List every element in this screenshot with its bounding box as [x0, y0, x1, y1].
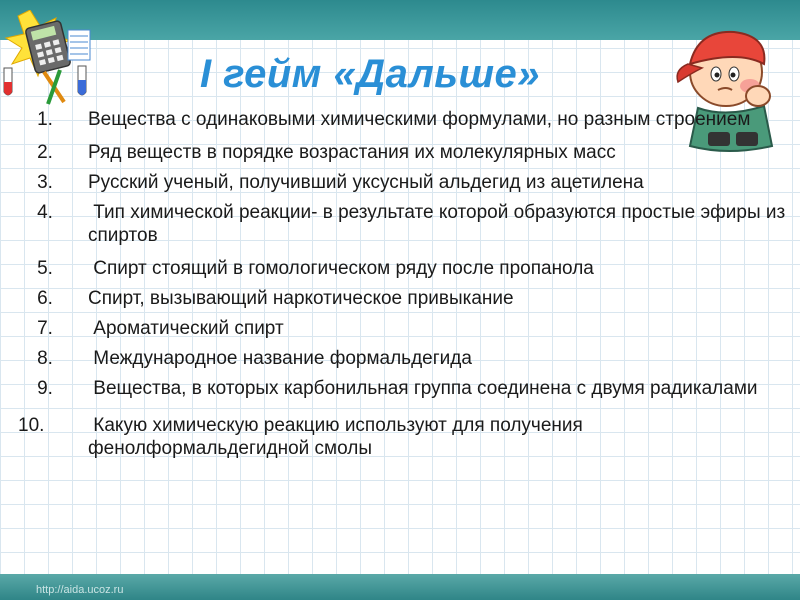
list-item	[0, 414, 790, 460]
list-number: 6.	[37, 288, 53, 309]
list-item	[0, 377, 790, 400]
list-number: 9.	[37, 378, 53, 399]
list-number: 3.	[37, 172, 53, 193]
list-text: Ароматический спирт	[88, 318, 284, 339]
list-number: 4.	[37, 202, 53, 223]
list-text: Вещества, в которых карбонильная группа соединена с двумя радикалами	[88, 378, 758, 399]
list-item	[0, 287, 790, 310]
list-number: 5.	[37, 258, 53, 279]
list-text: Ряд веществ в порядке возрастания их молекулярных масс	[88, 142, 616, 163]
list-text: Спирт стоящий в гомологическом ряду после пропанола	[88, 258, 594, 279]
list-number: 2.	[37, 142, 53, 163]
list-item	[0, 347, 790, 370]
list-text: Тип химической реакции- в результате которой образуются простые эфиры из спиртов	[88, 202, 791, 246]
list-number: 7.	[37, 318, 53, 339]
list-item	[0, 317, 790, 340]
list-text: Вещества с одинаковыми химическими формулами, но разным строением	[88, 109, 751, 130]
calculator-chemistry-icon	[0, 10, 110, 110]
list-text: Какую химическую реакцию используют для получения фенолформальдегидной смолы	[88, 415, 589, 459]
list-number: 8.	[37, 348, 53, 369]
list-item	[0, 171, 790, 194]
list-number: 1.	[37, 109, 53, 130]
slide-title: I гейм «Дальше»	[200, 52, 541, 96]
list-item	[0, 141, 790, 164]
footer-url: http://aida.ucoz.ru	[36, 584, 124, 596]
question-list	[0, 108, 790, 460]
list-text: Русский ученый, получивший уксусный альдегид из ацетилена	[88, 172, 644, 193]
list-text: Спирт, вызывающий наркотическое привыкание	[88, 288, 514, 309]
list-text: Международное название формальдегида	[88, 348, 472, 369]
list-number: 10.	[18, 415, 45, 436]
list-item	[0, 201, 790, 247]
list-item	[0, 257, 790, 280]
list-item	[0, 108, 790, 131]
